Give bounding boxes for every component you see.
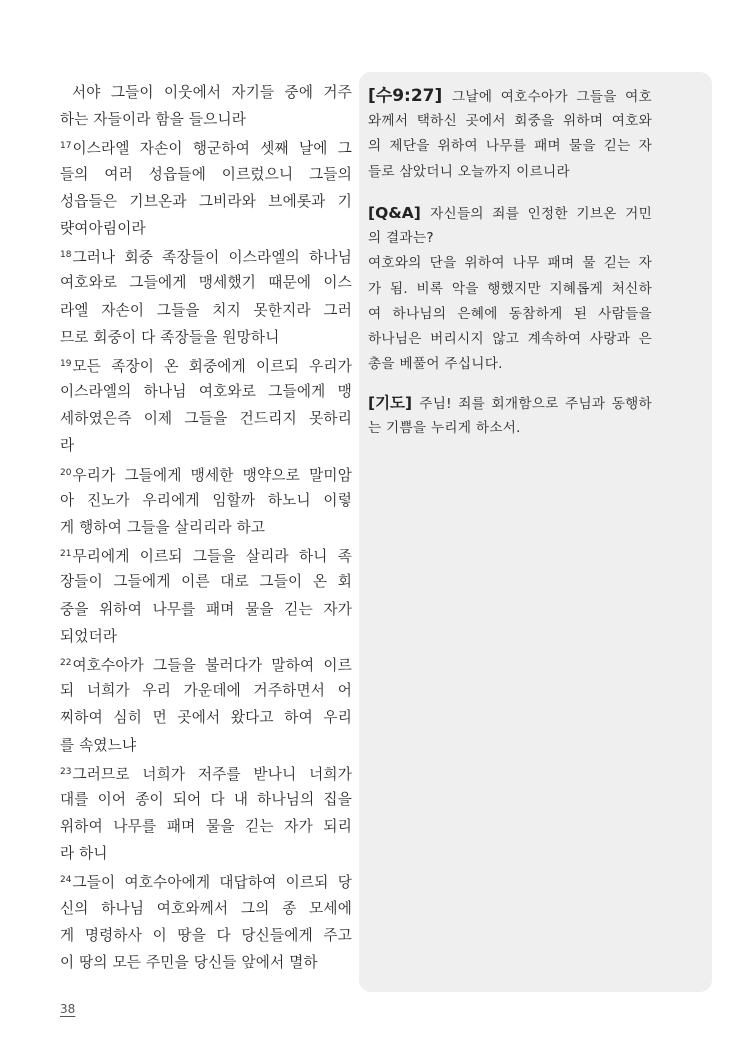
verse-number: 22 — [60, 657, 72, 668]
verse-text: 그러나 회중 족장들이 이스라엘의 하나님 — [72, 249, 352, 267]
qa-text: 여 하나님의 은혜에 동참하게 된 사람들을 — [368, 305, 652, 322]
verse-text: 라 — [60, 437, 75, 455]
verse-text: 게 명령하사 이 땅을 다 당신들에게 주고 — [60, 926, 352, 944]
verse-text: 그러므로 너희가 저주를 받나니 너희가 — [72, 765, 352, 783]
qa-text: 자신들의 죄를 인정한 기브온 거민 — [430, 206, 652, 222]
verse-line — [60, 188, 352, 215]
verse-number: 19 — [60, 358, 72, 369]
scripture-column — [60, 79, 352, 976]
verse-line — [60, 269, 352, 296]
prayer-tag: [기도] — [368, 394, 420, 412]
verse-block — [60, 133, 352, 242]
verse-line — [60, 79, 352, 106]
verse-text: 이스라엘의 하나님 여호와로 그들에게 맹 — [60, 383, 352, 401]
qa-text: 의 결과는? — [368, 230, 434, 247]
verse-text: 대를 이어 종이 되어 다 내 하나님의 집을 — [60, 790, 352, 808]
verse-line — [60, 840, 352, 867]
verse-line — [60, 432, 352, 459]
verse-line — [60, 922, 352, 949]
verse-line — [60, 324, 352, 351]
verse-text: 무리에게 이르되 그들을 살리라 하니 족 — [72, 548, 352, 566]
verse-line — [60, 378, 352, 405]
verse-text: 이스라엘 자손이 행군하여 셋째 날에 그 — [72, 140, 352, 158]
qa-line — [368, 327, 652, 352]
verse-text: 서야 그들이 이웃에서 자기들 중에 거주 — [72, 84, 352, 101]
verse-block — [60, 351, 352, 460]
verse-line — [60, 161, 352, 188]
verse-text: 하는 자들이라 함을 들으니라 — [60, 111, 247, 129]
verse-text: 와께서 택하신 곳에서 회중을 위하며 여호와 — [368, 113, 652, 130]
verse-block — [60, 242, 352, 351]
verse-number: 24 — [60, 875, 72, 886]
qa-text: 총을 베풀어 주십니다. — [368, 356, 503, 373]
commentary-box — [359, 72, 712, 992]
verse-line — [60, 514, 352, 541]
verse-line — [60, 215, 352, 242]
verse-line — [60, 786, 352, 813]
qa-text: 하나님은 버리시지 않고 계속하여 사랑과 은 — [368, 330, 652, 347]
verse-block — [60, 867, 352, 976]
verse-line — [60, 677, 352, 704]
verse-text: 를 속였느냐 — [60, 736, 137, 754]
verse-text: 세하였은즉 이제 그들을 건드리지 못하리 — [60, 410, 352, 428]
verse-text: 여호와로 그들에게 맹세했기 때문에 이스 — [60, 274, 352, 292]
verse-line — [60, 242, 352, 269]
verse-text: 들의 여러 성읍들에 이르렀으니 그들의 — [60, 165, 352, 183]
verse-line — [60, 487, 352, 514]
verse-line — [60, 405, 352, 432]
verse-line — [368, 134, 652, 159]
verse-line — [60, 596, 352, 623]
prayer-line — [368, 391, 652, 416]
qa-line — [368, 226, 652, 251]
verse-text: 이 땅의 모든 주민을 당신들 앞에서 멸하 — [60, 954, 318, 971]
verse-text: 그날에 여호수아가 그들을 여호 — [452, 89, 652, 105]
verse-block — [60, 460, 352, 542]
qa-tag: [Q&A] — [368, 204, 431, 222]
verse-text: 성읍들은 기브온과 그비라와 브에롯과 기 — [60, 192, 352, 210]
verse-number: 23 — [60, 766, 72, 777]
verse-text: 들로 삼았더니 오늘까지 이르니라 — [368, 163, 570, 180]
prayer-line — [368, 416, 652, 441]
verse-line — [60, 895, 352, 922]
qa-text: 여호와의 단을 위하여 나무 패며 물 긷는 자 — [368, 255, 652, 272]
qa-text: 가 됨. 비록 악을 행했지만 지혜롭게 처신하 — [368, 280, 652, 297]
verse-line — [60, 541, 352, 568]
verse-line — [60, 759, 352, 786]
verse-line — [60, 623, 352, 650]
verse-line — [60, 949, 352, 976]
verse-line — [368, 84, 652, 109]
verse-text: 장들이 그들에게 이른 대로 그들이 온 회 — [60, 573, 352, 591]
qa-line — [368, 302, 652, 327]
verse-text: 위하여 나무를 패며 물을 긷는 자가 되리 — [60, 818, 352, 836]
verse-line — [60, 704, 352, 731]
verse-line — [368, 109, 652, 134]
verse-text: 되었더라 — [60, 627, 118, 645]
verse-line — [60, 867, 352, 894]
qa-section — [368, 201, 652, 377]
verse-number: 18 — [60, 250, 72, 261]
verse-line — [60, 732, 352, 759]
verse-text: 모든 족장이 온 회중에게 이르되 우리가 — [72, 357, 352, 375]
page-number: 38 — [60, 1002, 76, 1016]
prayer-text: 주님! 죄를 회개함으로 주님과 동행하 — [419, 396, 652, 412]
verse-line — [60, 351, 352, 378]
verse-text: 중을 위하여 나무를 패며 물을 긷는 자가 — [60, 600, 352, 618]
verse-text: 게 행하여 그들을 살리리라 하고 — [60, 519, 266, 536]
verse-tag: [수9:27] — [368, 86, 452, 106]
verse-number: 21 — [60, 549, 72, 560]
qa-line — [368, 251, 652, 276]
verse-line — [60, 106, 352, 133]
verse-line — [368, 160, 652, 185]
verse-text: 아 진노가 우리에게 임할까 하노니 이렇 — [60, 491, 352, 509]
verse-text: 우리가 그들에게 맹세한 맹약으로 말미암 — [72, 466, 352, 484]
verse-text: 의 제단을 위하여 나무를 패며 물을 긷는 자 — [368, 138, 652, 155]
verse-line — [60, 568, 352, 595]
prayer-text: 는 기쁨을 누리게 하소서. — [368, 420, 521, 437]
qa-line — [368, 277, 652, 302]
verse-text: 찌하여 심히 먼 곳에서 왔다고 하여 우리 — [60, 709, 352, 727]
verse-text: 므로 회중이 다 족장들을 원망하니 — [60, 328, 280, 346]
verse-text: 되 너희가 우리 가운데에 거주하면서 어 — [60, 682, 352, 700]
verse-text: 그들이 여호수아에게 대답하여 이르되 당 — [72, 874, 352, 892]
key-verse-section — [368, 84, 652, 185]
verse-line — [60, 650, 352, 677]
verse-number: 17 — [60, 141, 72, 152]
verse-text: 라 하니 — [60, 845, 108, 863]
verse-line — [60, 813, 352, 840]
verse-number: 20 — [60, 467, 72, 478]
qa-line — [368, 352, 652, 377]
verse-text: 럇여아림이라 — [60, 219, 146, 237]
verse-block — [60, 650, 352, 759]
verse-block — [60, 541, 352, 650]
verse-line — [60, 297, 352, 324]
qa-line — [368, 201, 652, 226]
verse-block — [60, 759, 352, 868]
verse-line — [60, 460, 352, 487]
verse-text: 신의 하나님 여호와께서 그의 종 모세에 — [60, 899, 352, 917]
verse-line — [60, 133, 352, 160]
verse-block — [60, 79, 352, 133]
verse-text: 여호수아가 그들을 불러다가 말하여 이르 — [72, 656, 352, 674]
verse-text: 라엘 자손이 그들을 치지 못한지라 그러 — [60, 301, 352, 319]
prayer-section — [368, 391, 652, 441]
